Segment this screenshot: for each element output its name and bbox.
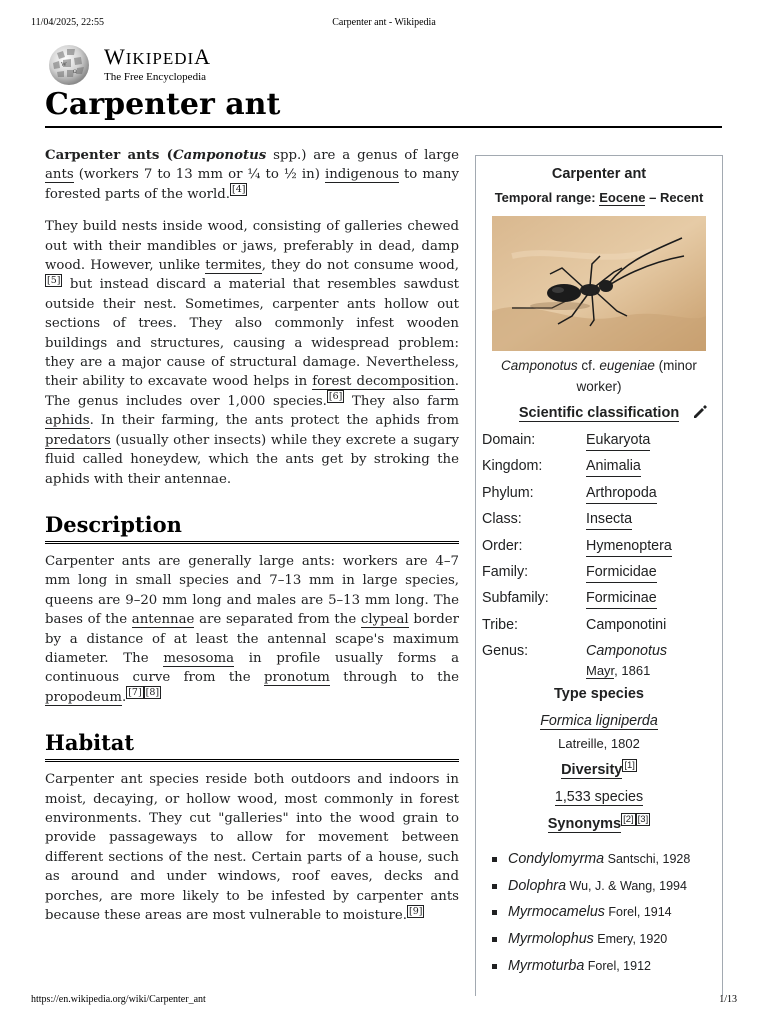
ref-1[interactable]: [1] — [624, 760, 635, 772]
classification-row: Domain: Eukaryota — [476, 427, 722, 453]
link-formica-ligniperda[interactable]: Formica ligniperda — [540, 713, 658, 729]
link-aphids[interactable]: aphids — [45, 413, 90, 429]
type-species-authority: Latreille, 1802 — [558, 736, 640, 751]
print-page-title: Carpenter ant - Wikipedia — [332, 17, 436, 28]
link-formicinae[interactable]: Formicinae — [586, 588, 657, 609]
classification-row: Phylum: Arthropoda — [476, 480, 722, 506]
ref-2[interactable]: [2] — [623, 814, 634, 826]
link-species-count[interactable]: 1,533 species — [554, 789, 644, 805]
ref-8[interactable]: [8] — [145, 687, 160, 699]
ant-photo-illustration — [492, 216, 706, 351]
edit-pencil-icon[interactable] — [692, 404, 708, 420]
link-insecta[interactable]: Insecta — [586, 509, 632, 530]
link-animalia[interactable]: Animalia — [586, 456, 641, 477]
link-hymenoptera[interactable]: Hymenoptera — [586, 536, 672, 557]
wordmark-tagline: The Free Encyclopedia — [104, 71, 207, 83]
description-paragraph: Carpenter ants are generally large ants: workers are 4–7 mm long in small species and 7–13 mm in large species, queens are 9–20 mm long and males are 5–13 mm long. The bases of the antennae are separated from the clypeal border by a distance of at least the antennal scape's maximum diameter. The mesosoma in profile usually forms a continuous curve from the pronotum through to the propodeum. [7] [8] — [45, 553, 460, 705]
classification-link[interactable]: Scientific classification — [518, 405, 680, 421]
classification-row: Genus: Camponotus — [482, 643, 668, 660]
classification-row: Order: Hymenoptera — [476, 533, 722, 559]
diversity-value — [476, 787, 722, 807]
list-item: Myrmolophus Emery, 1920 — [490, 929, 690, 956]
link-synonyms[interactable]: Synonyms — [547, 816, 622, 832]
link-predators[interactable]: predators — [45, 432, 111, 448]
synonyms-list — [490, 849, 690, 982]
link-forest-decomposition[interactable]: forest decomposition — [312, 374, 455, 390]
ref-3[interactable]: [3] — [637, 814, 649, 826]
list-item: Condylomyrma Santschi, 1928 — [490, 849, 690, 876]
classification-row: Kingdom: Animalia — [476, 453, 722, 479]
link-indigenous[interactable]: indigenous — [324, 167, 399, 183]
tribe-value: Camponotini — [586, 616, 667, 633]
list-item: Dolophra Wu, J. & Wang, 1994 — [490, 876, 690, 903]
classification-heading — [476, 403, 722, 423]
genus-value: Camponotus — [586, 643, 668, 660]
classification-row: Class: Insecta — [476, 506, 722, 532]
print-url: https://en.wikipedia.org/wiki/Carpenter_ant — [31, 994, 206, 1005]
infobox — [475, 155, 723, 996]
wikipedia-wordmark[interactable] — [104, 46, 211, 84]
ref-5[interactable]: [5] — [47, 275, 61, 287]
link-pronotum[interactable]: pronotum — [263, 670, 330, 686]
habitat-paragraph: Carpenter ant species reside both outdoors and indoors in moist, decaying, or hollow wood, most commonly in forest environments. They cut "galleries" into the wood grain to provide passageways to allow for movement between different sections of the nest. Certain parts of a house, such as around and under windows, roof eaves, decks and porches, are more likely to be infested by carpenter ants because these areas are most vulnerable to moisture. [9] — [45, 772, 459, 923]
list-item: Myrmoturba Forel, 1912 — [490, 956, 690, 983]
link-mesosoma[interactable]: mesosoma — [163, 650, 235, 666]
link-diversity[interactable]: Diversity — [561, 762, 623, 778]
synonyms-heading — [476, 814, 722, 834]
link-mayr[interactable]: Mayr — [586, 663, 615, 678]
svg-text:W: W — [61, 62, 67, 68]
type-species — [476, 711, 722, 731]
infobox-title: Carpenter ant — [551, 166, 647, 182]
image-caption: Camponotus cf. eugeniae (minor worker) — [501, 358, 697, 394]
link-clypeal[interactable]: clypeal — [360, 612, 409, 628]
print-header — [0, 17, 768, 29]
wordmark-name: WIKIPEDIA — [104, 44, 212, 69]
page-title: Carpenter ant — [45, 84, 722, 128]
section-heading-habitat: Habitat — [45, 729, 459, 762]
diversity-heading — [476, 760, 722, 780]
temporal-range: Temporal range: Eocene – Recent — [494, 190, 704, 205]
print-footer — [0, 994, 768, 1006]
temporal-recent: Recent — [659, 190, 704, 205]
list-item: Myrmocamelus Forel, 1914 — [490, 902, 690, 929]
article-body — [45, 146, 459, 938]
type-species-heading: Type species — [553, 686, 644, 702]
link-eukaryota[interactable]: Eukaryota — [586, 430, 650, 451]
link-termites[interactable]: termites — [205, 258, 262, 274]
ref-9[interactable]: [9] — [408, 905, 423, 917]
print-datetime: 11/04/2025, 22:55 — [31, 17, 104, 28]
link-eocene[interactable]: Eocene — [599, 190, 646, 205]
svg-text:Ω: Ω — [73, 70, 77, 75]
section-heading-description: Description — [45, 511, 459, 544]
link-arthropoda[interactable]: Arthropoda — [586, 483, 657, 504]
print-page-number: 1/13 — [719, 994, 737, 1005]
link-ants[interactable]: ants — [45, 167, 74, 183]
intro-paragraph-1: Carpenter ants (Camponotus spp.) are a genus of large ants (workers 7 to 13 mm or ¼ to ½ in) indigenous to many forested parts of the world. [4] — [45, 148, 459, 202]
link-formicidae[interactable]: Formicidae — [586, 562, 657, 583]
wikipedia-globe-icon[interactable] — [45, 43, 95, 87]
ref-4[interactable]: [4] — [232, 184, 246, 196]
classification-row: Tribe: Camponotini — [482, 616, 667, 633]
classification-table — [476, 427, 722, 665]
genus-authority: Mayr, 1861 — [586, 663, 651, 678]
ant-photo[interactable] — [492, 216, 706, 351]
classification-row: Family: Formicidae — [476, 559, 722, 585]
classification-row: Subfamily: Formicinae — [476, 585, 722, 611]
link-antennae[interactable]: antennae — [131, 612, 195, 628]
link-propodeum[interactable]: propodeum — [45, 689, 122, 705]
intro-paragraph-2: They build nests inside wood, consisting of galleries chewed out with their mandibles or jaws, preferably in dead, damp wood. However, unlike termites, they do not consume wood,[5] but instead discard a material that resembles sawdust outside their nest. Sometimes, carpenter ants hollow out sections of trees. They also commonly infest wooden buildings and structures, causing a widespread problem: they are a major cause of structural damage. Nevertheless, their ability to excavate wood helps in forest decomposition. The genus includes over 1,000 species. [6] They also farm aphids. In their farming, the ants protect the aphids from predators (usually other insects) while they excrete a sugary fluid called honeydew, which the ants get by stroking the aphids with their antennae. — [45, 219, 459, 487]
ref-6[interactable]: [6] — [328, 391, 343, 403]
ref-7[interactable]: [7] — [128, 687, 142, 699]
